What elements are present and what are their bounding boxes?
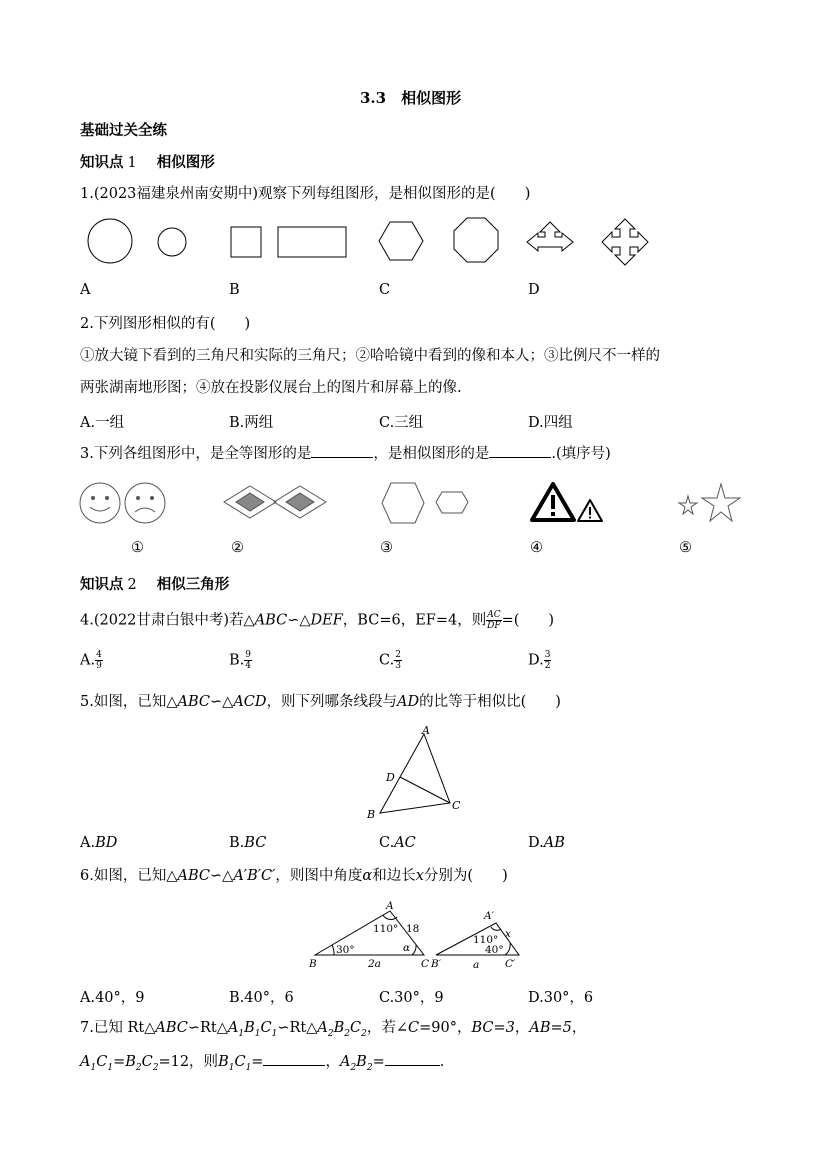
q4-option-d: D. $\frac{3}{2}$ [528, 650, 551, 671]
svg-text:α: α [403, 942, 411, 954]
big-circle-shape [88, 219, 132, 263]
question-3-figures [78, 478, 748, 530]
q4-option-a: A. $\frac{4}{9}$ [80, 650, 102, 671]
q3-label-5: ⑤ [679, 540, 692, 556]
q2-option-a: A.一组 [80, 415, 125, 431]
q5-option-c: C.AC [379, 835, 416, 851]
question-6-triangles-figure [300, 895, 530, 975]
q2-option-b: B.两组 [229, 415, 274, 431]
svg-text:B′: B′ [431, 958, 442, 970]
q1-option-d: D [528, 282, 540, 298]
svg-text:40°: 40° [485, 944, 504, 956]
q2-option-d: D.四组 [528, 415, 573, 431]
q1-option-b: B [229, 282, 240, 298]
question-2-line-2: 两张湖南地形图；④放在投影仪展台上的图片和屏幕上的像. [80, 380, 462, 396]
q3-label-2: ② [231, 540, 244, 556]
svg-text:A: A [386, 900, 394, 912]
q5-option-d: D.AB [528, 835, 565, 851]
q1-option-c: C [379, 282, 391, 298]
q5-option-b: B.BC [229, 835, 267, 851]
question-5-triangle-figure [360, 722, 470, 822]
q4-option-b: B. $\frac{9}{4}$ [229, 650, 251, 671]
svg-text:C: C [421, 958, 430, 970]
svg-text:x: x [505, 928, 511, 940]
q4-option-c: C. $\frac{2}{3}$ [379, 650, 401, 671]
q6-option-d: D.30°，6 [528, 990, 594, 1006]
hexagons-shape [382, 483, 468, 523]
question-2-line-1: ①放大镜下看到的三角尺和实际的三角尺；②哈哈镜中看到的像和本人；③比例尺不一样的 [80, 348, 660, 364]
four-way-arrow-shape [602, 219, 648, 265]
q6-option-b: B.40°，6 [229, 990, 294, 1006]
octagon-shape [454, 218, 498, 262]
answer-blank [385, 1051, 440, 1066]
q2-option-c: C.三组 [379, 415, 424, 431]
question-2-text: 2.下列图形相似的有( ) [80, 316, 251, 332]
point-c-label: C [452, 799, 461, 812]
question-3-text: 3.下列各组图形中，是全等图形的是 ，是相似图形的是 .(填序号) [80, 443, 611, 464]
small-circle-shape [158, 228, 186, 256]
warning-triangles-shape [532, 484, 602, 521]
q6-option-a: A.40°，9 [80, 990, 145, 1006]
three-way-arrow-shape [527, 222, 573, 251]
svg-text:110°: 110° [373, 923, 399, 935]
svg-text:a: a [473, 959, 480, 971]
question-6-text: 6.如图，已知△ABC∽△A′B′C′，则图中角度α和边长x分别为( ) [80, 868, 508, 884]
svg-text:30°: 30° [336, 944, 355, 956]
page-title: 3.3 相似图形 [360, 89, 462, 107]
q3-label-3: ③ [380, 540, 393, 556]
q3-label-4: ④ [530, 540, 543, 556]
section-heading: 基础过关全练 [80, 122, 167, 139]
question-7-line-1: 7.已知 $Rt\triangle ABC∽Rt\triangle A_1B_1C_1∽Rt\triangle A_2B_2C_2$，若∠C=90°，BC=3，AB=5， [80, 1020, 587, 1039]
svg-text:A′: A′ [484, 910, 494, 922]
square-shape [231, 227, 261, 257]
point-b-label: B [367, 808, 376, 821]
q1-option-a: A [80, 282, 91, 298]
rectangle-shape [278, 227, 346, 257]
sad-face-shape [125, 483, 165, 523]
question-5-text: 5.如图，已知△ABC∽△ACD，则下列哪条线段与AD的比等于相似比( ) [80, 694, 561, 710]
answer-blank [263, 1051, 325, 1066]
answer-blank [311, 443, 373, 458]
point-d-label: D [386, 771, 395, 784]
svg-text:B: B [309, 958, 317, 970]
hexagon-shape [379, 222, 423, 260]
svg-text:2a: 2a [368, 958, 381, 970]
q5-option-a: A.BD [80, 835, 118, 851]
svg-text:110°: 110° [473, 934, 499, 946]
q6-option-c: C.30°，9 [379, 990, 444, 1006]
knowledge-point-1: 知识点 1 相似图形 [80, 154, 215, 171]
point-a-label: A [422, 724, 430, 737]
svg-text:18: 18 [406, 923, 420, 935]
svg-text:C′: C′ [505, 958, 516, 970]
q3-label-1: ① [131, 540, 144, 556]
nested-diamonds-shape [224, 486, 326, 518]
smiley-face-shape [80, 483, 120, 523]
knowledge-point-2: 知识点 2 相似三角形 [80, 576, 230, 593]
question-4-text: 4.(2022甘肃白银中考)若△ABC∽△DEF，BC=6，EF=4，则 $\frac{AC}{DF}$ =( ) [80, 610, 555, 631]
question-7-line-2: $A_1C_1=B_2C_2=12$，则$B_1C_1=$ ，$A_2B_2=$ . [80, 1051, 444, 1078]
question-1-text: 1.(2023福建泉州南安期中)观察下列每组图形，是相似图形的是( ) [80, 186, 531, 202]
answer-blank [489, 443, 551, 458]
stars-shape [679, 484, 740, 521]
question-1-figures [80, 212, 680, 272]
